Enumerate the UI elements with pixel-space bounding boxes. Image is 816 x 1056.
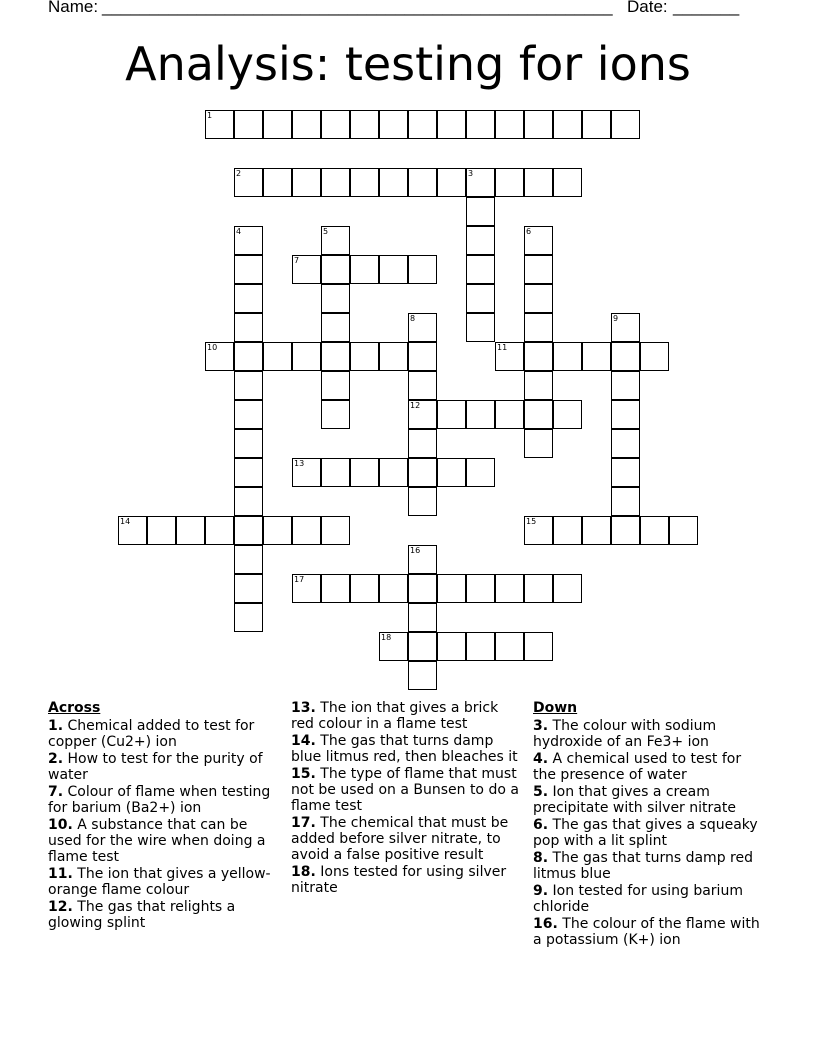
clue-number: 12. — [48, 899, 73, 915]
crossword-cell[interactable] — [524, 516, 553, 545]
clue-text: The colour of the flame with a potassium (K+) ion — [533, 916, 760, 948]
crossword-cell[interactable] — [466, 226, 495, 255]
crossword-cell[interactable] — [495, 342, 524, 371]
crossword-cell[interactable] — [611, 400, 640, 429]
clue-number: 15. — [291, 766, 316, 782]
clue — [48, 784, 280, 816]
crossword-cell[interactable] — [350, 574, 379, 603]
crossword-cell[interactable] — [147, 516, 176, 545]
clue-text: The chemical that must be added before silver nitrate, to avoid a false positive result — [291, 815, 509, 863]
crossword-cell[interactable] — [611, 458, 640, 487]
across-heading: Across — [48, 700, 101, 716]
clue-number: 5. — [533, 784, 549, 800]
crossword-cell[interactable] — [495, 632, 524, 661]
crossword-cell[interactable] — [350, 342, 379, 371]
cell-number: 11 — [497, 343, 508, 352]
crossword-cell[interactable] — [495, 110, 524, 139]
crossword-cell[interactable] — [234, 400, 263, 429]
crossword-cell[interactable] — [466, 110, 495, 139]
crossword-cell[interactable] — [234, 487, 263, 516]
clue-text: The colour with sodium hydroxide of an Fe3+ ion — [533, 718, 717, 750]
crossword-cell[interactable] — [611, 371, 640, 400]
cell-number: 17 — [294, 575, 305, 584]
cell-number: 3 — [468, 169, 474, 178]
date-blank[interactable]: _______ — [673, 0, 740, 16]
clue — [533, 916, 765, 948]
crossword-cell[interactable] — [466, 458, 495, 487]
crossword-cell[interactable] — [524, 226, 553, 255]
clue-number: 8. — [533, 850, 549, 866]
crossword-cell[interactable] — [466, 400, 495, 429]
clue-text: Ion tested for using barium chloride — [533, 883, 743, 915]
crossword-cell[interactable] — [437, 632, 466, 661]
crossword-cell[interactable] — [292, 516, 321, 545]
crossword-cell[interactable] — [466, 574, 495, 603]
crossword-cell[interactable] — [466, 632, 495, 661]
crossword-cell[interactable] — [611, 342, 640, 371]
crossword-cell[interactable] — [553, 110, 582, 139]
crossword-cell[interactable] — [466, 255, 495, 284]
crossword-cell[interactable] — [205, 342, 234, 371]
clue-number: 17. — [291, 815, 316, 831]
crossword-cell[interactable] — [408, 545, 437, 574]
clue — [291, 864, 523, 896]
crossword-cell[interactable] — [321, 226, 350, 255]
crossword-cell[interactable] — [408, 487, 437, 516]
crossword-cell[interactable] — [292, 168, 321, 197]
crossword-cell[interactable] — [263, 110, 292, 139]
crossword-cell[interactable] — [408, 632, 437, 661]
cell-number: 9 — [613, 314, 619, 323]
clue — [291, 733, 523, 765]
crossword-cell[interactable] — [640, 342, 669, 371]
crossword-cell[interactable] — [466, 168, 495, 197]
crossword-cell[interactable] — [408, 342, 437, 371]
clue-text: Ions tested for using silver nitrate — [291, 864, 507, 896]
clue-number: 1. — [48, 718, 64, 734]
clue-number: 14. — [291, 733, 316, 749]
clue-number: 2. — [48, 751, 64, 767]
crossword-cell[interactable] — [611, 313, 640, 342]
crossword-cell[interactable] — [234, 371, 263, 400]
crossword-cell[interactable] — [408, 168, 437, 197]
crossword-cell[interactable] — [234, 226, 263, 255]
date-label: Date: — [627, 0, 668, 16]
crossword-cell[interactable] — [292, 458, 321, 487]
crossword-cell[interactable] — [524, 400, 553, 429]
crossword-cell[interactable] — [466, 313, 495, 342]
clue-text: The gas that turns damp red litmus blue — [533, 850, 753, 882]
crossword-cell[interactable] — [524, 574, 553, 603]
clue — [533, 751, 765, 783]
clue-number: 4. — [533, 751, 549, 767]
crossword-cell[interactable] — [408, 661, 437, 690]
crossword-cell[interactable] — [408, 458, 437, 487]
crossword-cell[interactable] — [263, 168, 292, 197]
crossword-cell[interactable] — [611, 487, 640, 516]
clue-text: The gas that turns damp blue litmus red, then bleaches it — [291, 733, 518, 765]
clue-text: The gas that gives a squeaky pop with a lit splint — [533, 817, 758, 849]
crossword-cell[interactable] — [582, 110, 611, 139]
crossword-cell[interactable] — [234, 429, 263, 458]
crossword-cell[interactable] — [408, 371, 437, 400]
clue — [533, 718, 765, 750]
crossword-cell[interactable] — [437, 574, 466, 603]
crossword-cell[interactable] — [292, 110, 321, 139]
across-clues-column-continued — [291, 700, 523, 897]
crossword-cell[interactable] — [234, 168, 263, 197]
crossword-cell[interactable] — [263, 342, 292, 371]
crossword-cell[interactable] — [321, 574, 350, 603]
crossword-cell[interactable] — [234, 574, 263, 603]
crossword-cell[interactable] — [321, 400, 350, 429]
page-title: Analysis: testing for ions — [125, 37, 691, 91]
crossword-cell[interactable] — [437, 400, 466, 429]
clue — [48, 751, 280, 783]
clue-text: A substance that can be used for the wire when doing a flame test — [48, 817, 266, 865]
crossword-cell[interactable] — [611, 429, 640, 458]
clue-text: How to test for the purity of water — [48, 751, 263, 783]
crossword-cell[interactable] — [205, 110, 234, 139]
clue — [533, 850, 765, 882]
clue — [48, 899, 280, 931]
crossword-cell[interactable] — [408, 255, 437, 284]
crossword-cell[interactable] — [350, 458, 379, 487]
crossword-cell[interactable] — [466, 284, 495, 313]
name-blank[interactable]: ______________________________________________________ — [102, 0, 613, 16]
crossword-cell[interactable] — [495, 400, 524, 429]
across-clues-column — [48, 700, 280, 932]
cell-number: 2 — [236, 169, 242, 178]
crossword-cell[interactable] — [321, 313, 350, 342]
clue — [533, 817, 765, 849]
crossword-cell[interactable] — [379, 168, 408, 197]
crossword-cell[interactable] — [350, 110, 379, 139]
crossword-cell[interactable] — [234, 110, 263, 139]
crossword-cell[interactable] — [234, 545, 263, 574]
crossword-cell[interactable] — [524, 284, 553, 313]
down-heading: Down — [533, 700, 578, 716]
clue-number: 3. — [533, 718, 549, 734]
crossword-cell[interactable] — [321, 168, 350, 197]
crossword-cell[interactable] — [321, 342, 350, 371]
crossword-cell[interactable] — [524, 255, 553, 284]
crossword-cell[interactable] — [379, 255, 408, 284]
crossword-cell[interactable] — [437, 168, 466, 197]
clue-number: 11. — [48, 866, 73, 882]
cell-number: 7 — [294, 256, 300, 265]
crossword-cell[interactable] — [640, 516, 669, 545]
crossword-cell[interactable] — [524, 313, 553, 342]
clue-text: Chemical added to test for copper (Cu2+) ion — [48, 718, 255, 750]
crossword-cell[interactable] — [495, 574, 524, 603]
crossword-cell[interactable] — [553, 400, 582, 429]
cell-number: 14 — [120, 517, 131, 526]
clue-text: Colour of flame when testing for barium (Ba2+) ion — [48, 784, 271, 816]
crossword-cell[interactable] — [234, 342, 263, 371]
crossword-cell[interactable] — [408, 603, 437, 632]
crossword-cell[interactable] — [234, 255, 263, 284]
crossword-cell[interactable] — [350, 168, 379, 197]
crossword-cell[interactable] — [582, 516, 611, 545]
clue-number: 16. — [533, 916, 558, 932]
clue-text: The type of flame that must not be used on a Bunsen to do a flame test — [291, 766, 519, 814]
crossword-cell[interactable] — [553, 574, 582, 603]
clue-text: The gas that relights a glowing splint — [48, 899, 236, 931]
clue-number: 10. — [48, 817, 73, 833]
crossword-cell[interactable] — [321, 371, 350, 400]
crossword-cell[interactable] — [292, 342, 321, 371]
crossword-cell[interactable] — [553, 168, 582, 197]
crossword-cell[interactable] — [524, 342, 553, 371]
clue-number: 7. — [48, 784, 64, 800]
cell-number: 6 — [526, 227, 532, 236]
name-label: Name: — [48, 0, 99, 16]
crossword-cell[interactable] — [466, 197, 495, 226]
clue-text: The ion that gives a brick red colour in a flame test — [291, 700, 499, 732]
crossword-cell[interactable] — [379, 458, 408, 487]
crossword-cell[interactable] — [234, 458, 263, 487]
clue — [291, 700, 523, 732]
crossword-cell[interactable] — [408, 110, 437, 139]
clue-number: 18. — [291, 864, 316, 880]
crossword-cell[interactable] — [321, 458, 350, 487]
down-clues-column — [533, 700, 765, 949]
crossword-cell[interactable] — [234, 603, 263, 632]
crossword-cell[interactable] — [437, 458, 466, 487]
clue-text: Ion that gives a cream precipitate with silver nitrate — [533, 784, 736, 816]
crossword-cell[interactable] — [524, 371, 553, 400]
crossword-cell[interactable] — [611, 516, 640, 545]
crossword-cell[interactable] — [379, 342, 408, 371]
crossword-cell[interactable] — [611, 110, 640, 139]
crossword-cell[interactable] — [524, 168, 553, 197]
cell-number: 10 — [207, 343, 218, 352]
cell-number: 16 — [410, 546, 421, 555]
crossword-cell[interactable] — [495, 168, 524, 197]
crossword-cell[interactable] — [321, 110, 350, 139]
crossword-cell[interactable] — [524, 632, 553, 661]
crossword-cell[interactable] — [408, 574, 437, 603]
crossword-cell[interactable] — [234, 284, 263, 313]
crossword-cell[interactable] — [321, 284, 350, 313]
crossword-cell[interactable] — [524, 110, 553, 139]
cell-number: 8 — [410, 314, 416, 323]
crossword-cell[interactable] — [437, 110, 466, 139]
crossword-cell[interactable] — [292, 574, 321, 603]
cell-number: 5 — [323, 227, 329, 236]
cell-number: 15 — [526, 517, 537, 526]
clue — [291, 766, 523, 814]
crossword-cell[interactable] — [234, 313, 263, 342]
crossword-cell[interactable] — [118, 516, 147, 545]
crossword-cell[interactable] — [263, 516, 292, 545]
clue — [48, 817, 280, 865]
clue — [48, 866, 280, 898]
clue-number: 9. — [533, 883, 549, 899]
crossword-cell[interactable] — [321, 516, 350, 545]
cell-number: 12 — [410, 401, 421, 410]
clue-text: A chemical used to test for the presence of water — [533, 751, 742, 783]
crossword-cell[interactable] — [553, 342, 582, 371]
clue — [533, 883, 765, 915]
cell-number: 13 — [294, 459, 305, 468]
crossword-cell[interactable] — [408, 429, 437, 458]
clue — [48, 718, 280, 750]
crossword-cell[interactable] — [205, 516, 234, 545]
crossword-cell[interactable] — [379, 632, 408, 661]
clue-number: 13. — [291, 700, 316, 716]
crossword-cell[interactable] — [582, 342, 611, 371]
crossword-cell[interactable] — [524, 429, 553, 458]
cell-number: 4 — [236, 227, 242, 236]
crossword-cell[interactable] — [408, 313, 437, 342]
crossword-cell[interactable] — [379, 574, 408, 603]
clue-text: The ion that gives a yellow-orange flame colour — [48, 866, 271, 898]
crossword-cell[interactable] — [669, 516, 698, 545]
crossword-cell[interactable] — [379, 110, 408, 139]
crossword-cell[interactable] — [350, 255, 379, 284]
crossword-cell[interactable] — [176, 516, 205, 545]
crossword-cell[interactable] — [408, 400, 437, 429]
crossword-cell[interactable] — [321, 255, 350, 284]
cell-number: 1 — [207, 111, 213, 120]
clue — [533, 784, 765, 816]
crossword-cell[interactable] — [553, 516, 582, 545]
crossword-cell[interactable] — [292, 255, 321, 284]
cell-number: 18 — [381, 633, 392, 642]
crossword-cell[interactable] — [234, 516, 263, 545]
clue — [291, 815, 523, 863]
clue-number: 6. — [533, 817, 549, 833]
